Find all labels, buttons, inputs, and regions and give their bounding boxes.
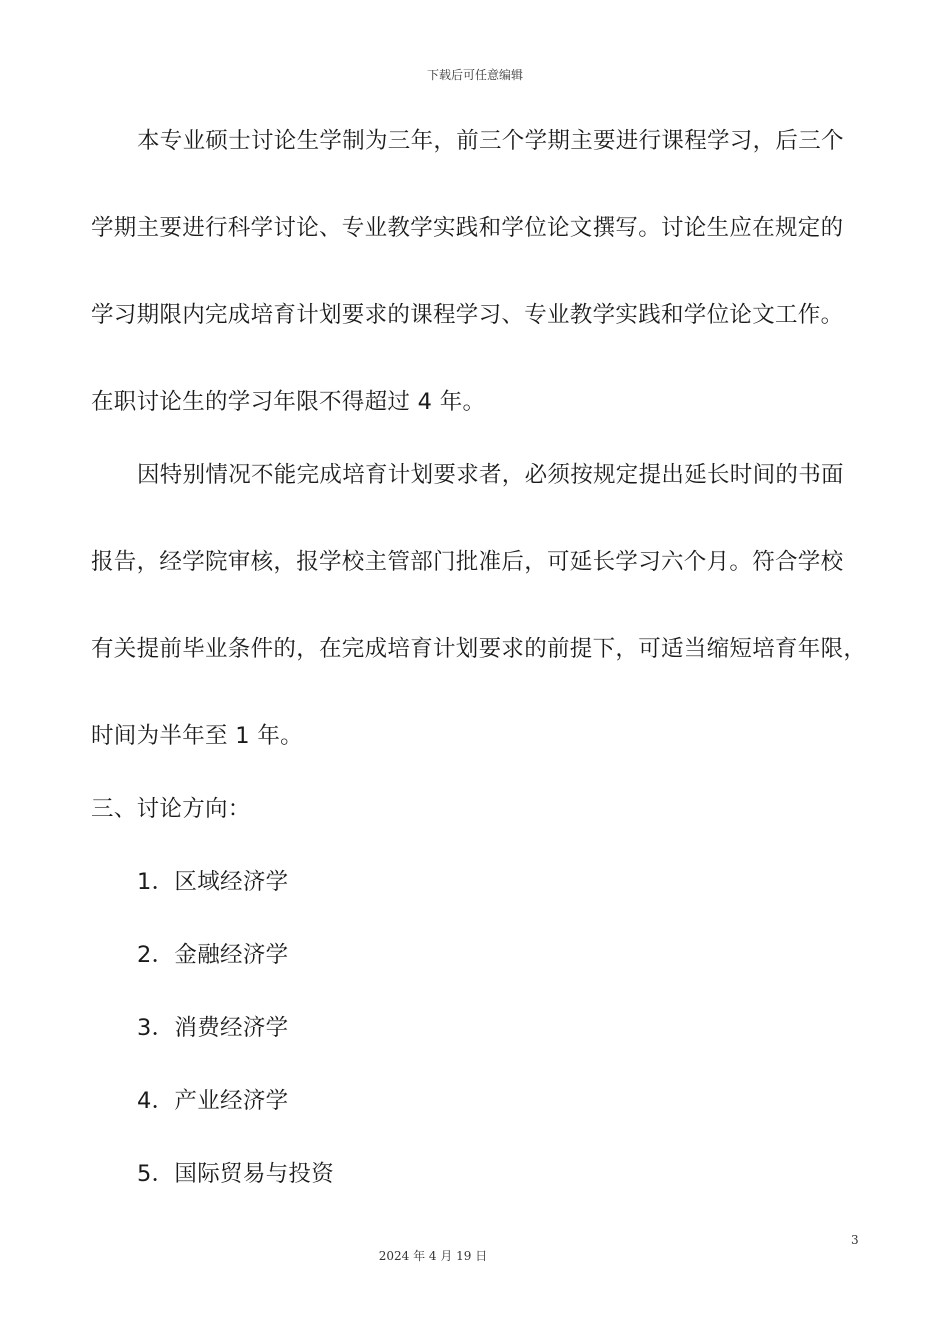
page-number: 3 <box>851 1233 859 1247</box>
paragraph-1-line-3: 学习期限内完成培育计划要求的课程学习、专业教学实践和学位论文工作。 <box>91 302 844 328</box>
paragraph-1-line-2: 学期主要进行科学讨论、专业教学实践和学位论文撰写。讨论生应在规定的 <box>91 215 844 241</box>
list-item: 1．区域经济学 <box>137 869 289 895</box>
page-header: 下载后可任意编辑 <box>426 68 523 82</box>
footer-date: 2024 年 4 月 19 日 <box>378 1249 488 1263</box>
paragraph-1-line-4: 在职讨论生的学习年限不得超过 4 年。 <box>91 389 486 415</box>
list-item: 3．消费经济学 <box>137 1015 289 1041</box>
paragraph-2-line-4: 时间为半年至 1 年。 <box>91 723 303 749</box>
paragraph-1-line-1: 本专业硕士讨论生学制为三年，前三个学期主要进行课程学习，后三个 <box>137 128 844 154</box>
paragraph-2-line-1: 因特别情况不能完成培育计划要求者，必须按规定提出延长时间的书面 <box>137 462 844 488</box>
list-item: 5．国际贸易与投资 <box>137 1161 335 1187</box>
list-item: 4．产业经济学 <box>137 1088 289 1114</box>
section-heading: 三、讨论方向： <box>91 796 251 822</box>
paragraph-2-line-2: 报告，经学院审核，报学校主管部门批准后，可延长学习六个月。符合学校 <box>91 549 844 575</box>
paragraph-2-line-3: 有关提前毕业条件的，在完成培育计划要求的前提下，可适当缩短培育年限， <box>91 636 867 662</box>
list-item: 2．金融经济学 <box>137 942 289 968</box>
